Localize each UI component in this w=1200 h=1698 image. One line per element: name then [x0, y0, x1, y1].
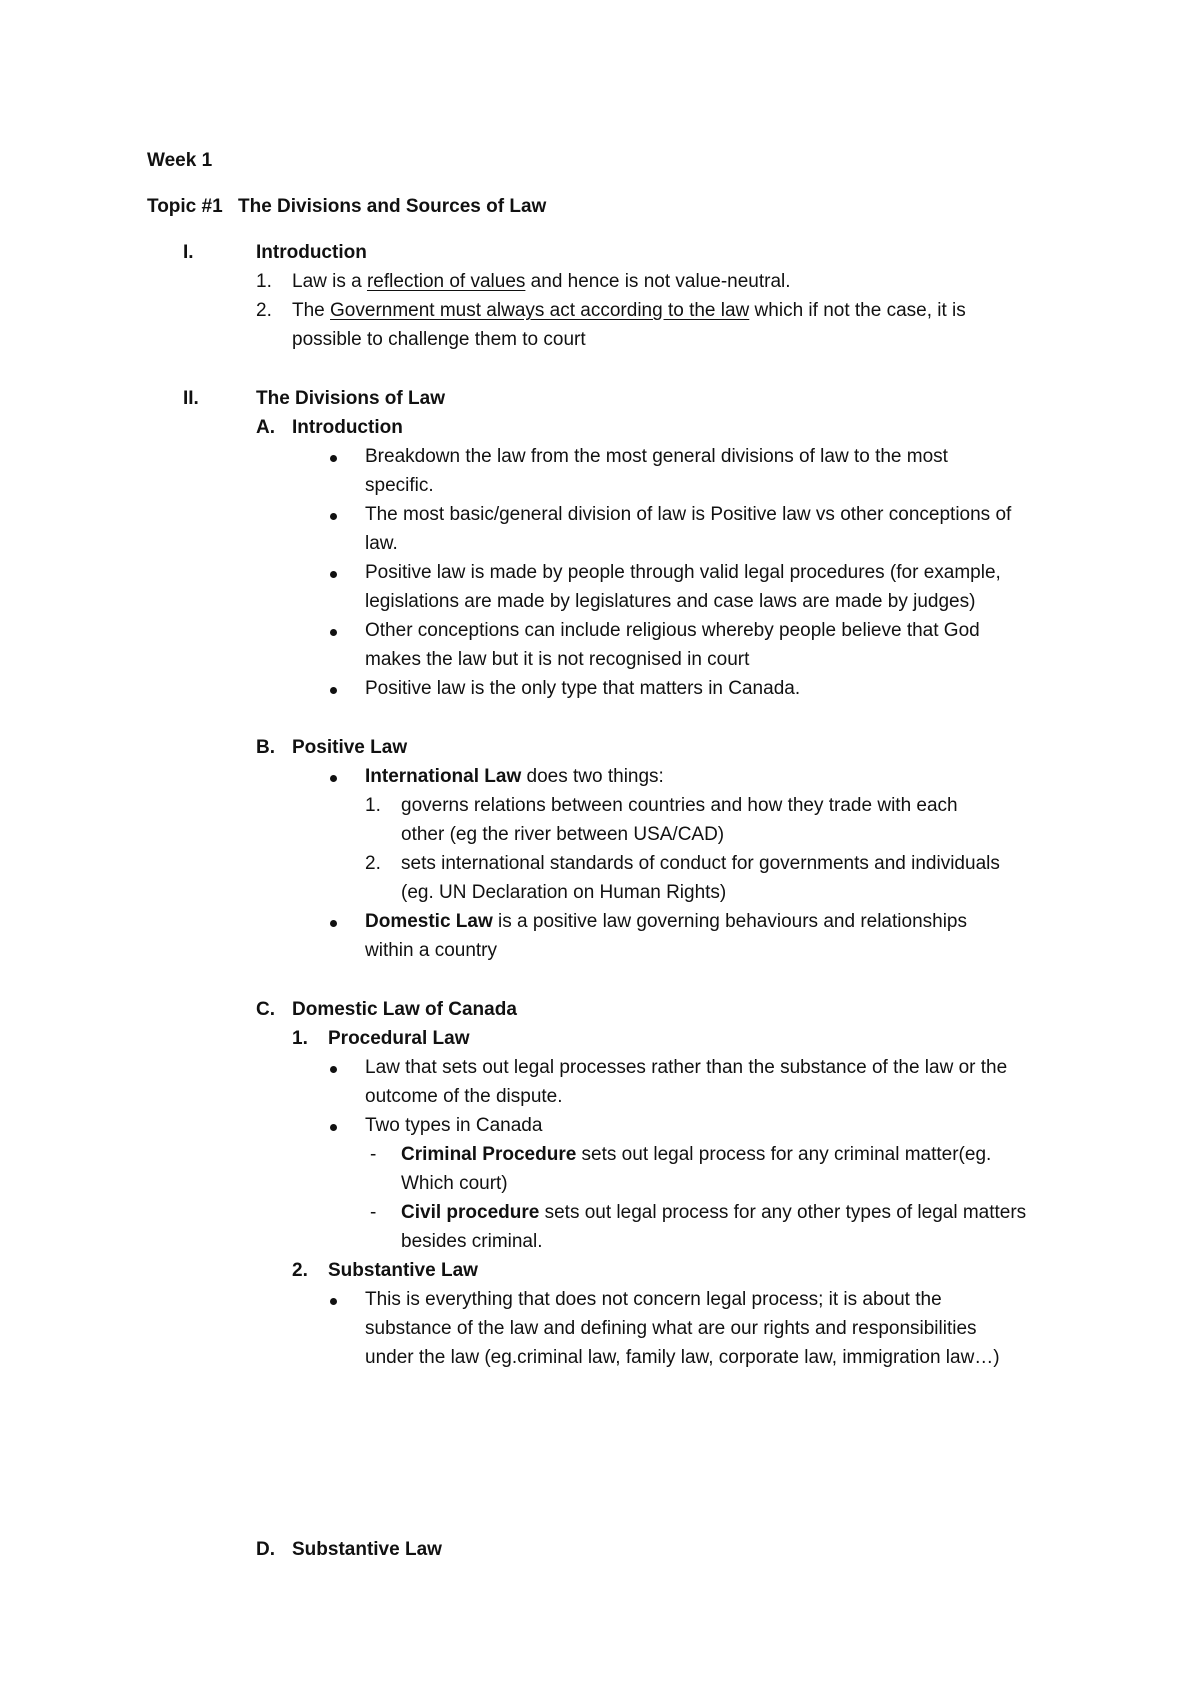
list-item: The Government must always act according to the law which if not the case, it is — [292, 300, 966, 321]
bullet-icon — [330, 1298, 337, 1305]
list-item-continuation: within a country — [365, 940, 498, 961]
list-item: The most basic/general division of law is Positive law vs other conceptions of — [365, 504, 1012, 525]
section-2-heading: The Divisions of Law — [256, 388, 445, 409]
list-number: 2. — [292, 1260, 308, 1281]
list-item: Domestic Law is a positive law governing behaviours and relationships — [365, 911, 967, 932]
list-number: 1. — [292, 1028, 308, 1049]
list-item: Breakdown the law from the most general divisions of law to the most — [365, 446, 948, 467]
subsection-d-letter: D. — [256, 1539, 275, 1560]
list-item: Positive law is made by people through valid legal procedures (for example, — [365, 562, 1001, 583]
bullet-icon — [330, 687, 337, 694]
dash-marker: - — [370, 1144, 377, 1165]
bullet-icon — [330, 1124, 337, 1131]
list-item-continuation: substance of the law and defining what are our rights and responsibilities — [365, 1318, 977, 1339]
subsection-b-letter: B. — [256, 737, 275, 758]
bullet-icon — [330, 920, 337, 927]
list-item: Law that sets out legal processes rather than the substance of the law or the — [365, 1057, 1008, 1078]
list-item: Two types in Canada — [365, 1115, 543, 1136]
subsection-a-heading: Introduction — [292, 417, 403, 438]
list-item: Positive law is the only type that matters in Canada. — [365, 678, 801, 699]
list-item-continuation: makes the law but it is not recognised in court — [365, 649, 750, 670]
list-item-continuation: other (eg the river between USA/CAD) — [401, 824, 725, 845]
section-2-number: II. — [183, 388, 199, 409]
list-item: Criminal Procedure sets out legal process for any criminal matter(eg. — [401, 1144, 992, 1165]
list-number: 2. — [365, 853, 381, 874]
bullet-icon — [330, 629, 337, 636]
list-item: This is everything that does not concern legal process; it is about the — [365, 1289, 942, 1310]
section-1-heading: Introduction — [256, 242, 367, 263]
topic-title: The Divisions and Sources of Law — [238, 196, 547, 217]
list-item: Other conceptions can include religious whereby people believe that God — [365, 620, 980, 641]
list-number: 2. — [256, 300, 272, 321]
list-item: Law is a reflection of values and hence is not value-neutral. — [292, 271, 791, 292]
list-number: 1. — [256, 271, 272, 292]
list-item-continuation: (eg. UN Declaration on Human Rights) — [401, 882, 727, 903]
week-heading: Week 1 — [147, 150, 213, 171]
bullet-icon — [330, 1066, 337, 1073]
bullet-icon — [330, 513, 337, 520]
list-item-continuation: law. — [365, 533, 398, 554]
list-item: sets international standards of conduct for governments and individuals — [401, 853, 1000, 874]
list-item-continuation: outcome of the dispute. — [365, 1086, 563, 1107]
subsection-c-heading: Domestic Law of Canada — [292, 999, 517, 1020]
dash-marker: - — [370, 1202, 377, 1223]
subsection-c-letter: C. — [256, 999, 275, 1020]
list-item-continuation: possible to challenge them to court — [292, 329, 586, 350]
list-item-continuation: Which court) — [401, 1173, 508, 1194]
list-item-continuation: under the law (eg.criminal law, family law, corporate law, immigration law…) — [365, 1347, 1000, 1368]
bullet-icon — [330, 775, 337, 782]
list-number: 1. — [365, 795, 381, 816]
procedural-law-heading: Procedural Law — [328, 1028, 470, 1049]
section-1-number: I. — [183, 242, 194, 263]
substantive-law-heading: Substantive Law — [328, 1260, 478, 1281]
list-item: Civil procedure sets out legal process for any other types of legal matters — [401, 1202, 1027, 1223]
list-item: International Law does two things: — [365, 766, 664, 787]
bullet-icon — [330, 571, 337, 578]
bullet-icon — [330, 455, 337, 462]
list-item: governs relations between countries and how they trade with each — [401, 795, 958, 816]
subsection-b-heading: Positive Law — [292, 737, 408, 758]
list-item-continuation: legislations are made by legislatures and case laws are made by judges) — [365, 591, 976, 612]
subsection-a-letter: A. — [256, 417, 275, 438]
topic-number: Topic #1 — [147, 196, 223, 217]
list-item-continuation: besides criminal. — [401, 1231, 543, 1252]
subsection-d-heading: Substantive Law — [292, 1539, 442, 1560]
list-item-continuation: specific. — [365, 475, 434, 496]
